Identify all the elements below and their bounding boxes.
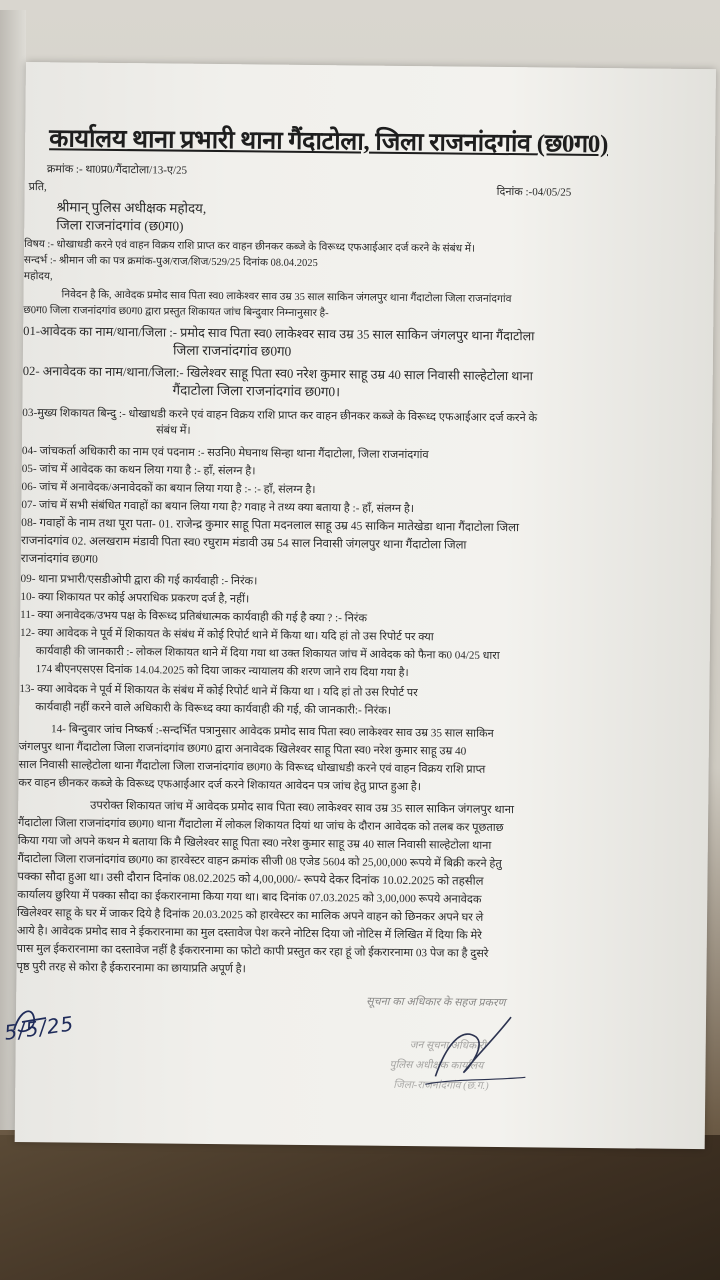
point-12-cont-1: कार्यवाही की जानकारी :- लोकल शिकायत थाने में दिया गया था उक्त शिकायत जांच में आवेदक को फैना क0 04/25 धारा: [35, 645, 500, 662]
office-title: कार्यालय थाना प्रभारी थाना गैंदाटोला, जिला राजनांदगांव (छ0ग0): [49, 125, 609, 159]
intro-line-2: छ0ग0 जिला राजनांदगांव छ0ग0 द्वारा प्रस्तुत शिकायत जांच बिन्दुवार निम्नानुसार है-: [23, 304, 329, 320]
conclusion-line-10: पृष्ठ पुरी तरह से कोरा है ईकरारनामा का छायाप्रति अपूर्ण है।: [16, 960, 246, 976]
point-14: 14- बिन्दुवार जांच निष्कर्ष :-सन्दर्भित पत्रानुसार आवेदक प्रमोद साव पिता स्व0 लाकेश्वर साव उम्र 35 साल साकिन: [50, 723, 494, 740]
seal-line-3: जिला-राजनांदगांव (छ.ग.): [393, 1079, 489, 1092]
reference-line: सन्दर्भ :- श्रीमान जी का पत्र क्रमांक-पुअ/राज/शिज/529/25 दिनांक 08.04.2025: [23, 254, 318, 270]
handwritten-date: 5/5/25: [2, 1011, 76, 1045]
conclusion-line-3: किया गया जो अपने कथन मे बताया कि मै खिलेश्वर साहू पिता स्व0 नरेश कुमार साहू उम्र 40 साल निवासी साल्हेटोला थाना: [17, 834, 492, 852]
point-09: 09- थाना प्रभारी/एसडीओपी द्वारा की गई कार्यवाही :- निरंक।: [20, 572, 258, 588]
reference-number: क्रमांक :- था0प्र0/गैंदाटोला/13-ए/25: [46, 163, 188, 177]
desk-surface: [0, 1135, 720, 1280]
point-08-cont-2: राजनांदगांव छ0ग0: [20, 551, 98, 566]
point-14-cont-2: साल निवासी साल्हेटोला थाना गैंदाटोला जिला राजनांदगांव छ0ग0 के विरूध्द धोखाधडी करने एवं वाहन विक्रय राशि प्राप्त: [18, 758, 486, 776]
seal-line-1: जन सूचना अधिकारी: [409, 1040, 486, 1052]
conclusion-line-5: पक्का सौदा हुआ था। उसी दौरान दिनांक 08.02.2025 को 4,00,000/- रूपये देकर दिनांक 10.02.2025 को तहसील: [17, 869, 484, 888]
conclusion-line-7: खिलेश्वर साहू के घर में जाकर दिये है दिनांक 20.03.2025 को हारवेस्टर का मालिक अपने वाहन को छिनकर अपने घर ले: [17, 906, 484, 924]
rti-stamp-note: सूचना का अधिकार के सहज प्रकरण: [366, 995, 506, 1010]
point-14-cont-3: कर वाहन छीनकर कब्जे के विरूध्द एफआईआर दर्ज करने शिकायत आवेदन पत्र जांच हेतु प्राप्त हुआ है।: [18, 776, 422, 794]
conclusion-line-1: उपरोक्त शिकायत जांच में आवेदक प्रमोद साव पिता स्व0 लाकेश्वर साव उम्र 35 साल साकिन जंगलपुर थाना: [90, 799, 514, 817]
point-10: 10- क्या शिकायत पर कोई अपराधिक प्रकरण दर्ज है, नहीं।: [20, 590, 250, 606]
officer-signature: [415, 1006, 536, 1097]
point-08: 08- गवाहों के नाम तथा पूरा पता- 01. राजेन्द्र कुमार साहू पिता मदनलाल साहू उम्र 45 साकिन मातेखेडा थाना गैंदाटोला जिला: [21, 515, 520, 535]
salutation: महोदय,: [23, 270, 53, 283]
intro-line-1: निवेदन है कि, आवेदक प्रमोद साव पिता स्व0 लाकेश्वर साव उम्र 35 साल साकिन जंगलपुर थाना गैंदाटोला जिला राजनांदगांव: [61, 289, 512, 306]
conclusion-line-9: पास मुल ईकरारनामा का दस्तावेज नहीं है ईकरारनामा का फोटो कापी प्रस्तुत कर रहा हूं जो ईकरारनामा 03 पेज का है दुसरे: [16, 942, 489, 960]
point-13: 13- क्या आवेदक ने पूर्व में शिकायत के संबंध में कोई रिपोर्ट थाने में किया था । यदि हां तो उस रिपोर्ट पर: [19, 682, 418, 700]
point-01-cont: जिला राजनांदगांव छ0ग0: [172, 342, 292, 359]
point-02: 02- अनावेदक का नाम/थाना/जिला:- खिलेश्वर साहू पिता स्व0 नरेश कुमार साहू उम्र 40 साल निवासी साल्हेटोला थाना: [22, 363, 533, 384]
conclusion-line-8: आये है। आवेदक प्रमोद साव ने ईकरारनामा का मुल दस्तावेज पेश करने नोटिस दिया जो नोटिस में लिखित में दिया कि मेरे: [16, 924, 482, 942]
point-13-cont: कार्यवाही नहीं करने वाले अधिकारी के विरूध्द क्या कार्यवाही की गई, की जानकारी:- निरंक।: [35, 701, 392, 717]
point-01: 01-आवेदक का नाम/थाना/जिला :- प्रमोद साव पिता स्व0 लाकेश्वर साव उम्र 35 साल साकिन जंगलपुर थाना गैंदाटोला: [23, 323, 535, 344]
point-03: 03-मुख्य शिकायत बिन्दु :- धोखाधडी करने एवं वाहन विक्रय राशि प्राप्त कर वाहन छीनकर कब्जे के विरूध्द एफआईआर दर्ज करने के: [22, 406, 538, 425]
point-12: 12- क्या आवेदक ने पूर्व में शिकायत के संबंध में कोई रिपोर्ट थाने में किया था। यदि हां तो उस रिपोर्ट पर क्या: [19, 626, 434, 644]
point-06: 06- जांच में अनावेदक/अनावेदकों का बयान लिया गया है :- :- हाँ, संलग्न है।: [21, 480, 316, 497]
conclusion-line-2: गैंदाटोला जिला राजनांदगांव छ0ग0 थाना गैंदाटोला में लोकल शिकायत दियां था जांच के दौरान आवेदक को तलब कर पूछताछ: [17, 816, 504, 835]
point-11: 11- क्या अनावेदक/उभय पक्ष के विरूध्द प्रतिबंधात्मक कार्यवाही की गई है क्या ? :- निरंक: [20, 608, 368, 625]
prati-label: प्रति,: [28, 181, 47, 194]
point-12-cont-2: 174 बीएनएसएस दिनांक 14.04.2025 को दिया जाकर न्यायालय की शरण जाने राय दिया गया है।: [35, 663, 409, 680]
addressee-line-2: जिला राजनांदगांव (छ0ग0): [56, 217, 184, 234]
addressee-line-1: श्रीमान् पुलिस अधीक्षक महोदय,: [56, 199, 207, 216]
point-08-cont-1: राजनांदगांव 02. अलखराम मंडावी पिता स्व0 रघुराम मंडावी उम्र 54 साल निवासी जंगलपुर थाना गैंदाटोला जिला: [20, 533, 467, 552]
seal-line-2: पुलिस अधीक्षक कार्यालय: [389, 1059, 484, 1072]
conclusion-line-6: कार्यालय छुरिया में पक्का सौदा का ईकरारनामा किया गया था। बाद दिनांक 07.03.2025 को 3,00,000 रूपये अनावेदक: [17, 888, 482, 906]
point-04: 04- जांचकर्ता अधिकारी का नाम एवं पदनाम :- सउनि0 मेघनाथ सिन्हा थाना गैंदाटोला, जिला राजनांदगांव: [21, 444, 429, 462]
point-05: 05- जांच में आवेदक का कथन लिया गया है :- हाँ, संलग्न है।: [21, 462, 256, 478]
point-14-cont-1: जंगलपुर थाना गैंदाटोला जिला राजनांदगांव छ0ग0 द्वारा अनावेदक खिलेश्वर साहू पिता स्व0 नरेश कुमार साहू उम्र 40: [18, 740, 467, 758]
point-03-cont: संबंध में।: [156, 424, 191, 437]
point-07: 07- जांच में सभी संबंधित गवाहों का बयान लिया गया है? गवाह ने तथ्य क्या बताया है :- हाँ, संलग्न है।: [21, 498, 415, 516]
conclusion-line-4: गैंदाटोला जिला राजनांदगांव छ0ग0 का हारवेस्टर वाहन क्रमांक सीजी 08 एजेड 5604 को 25,00,000 रूपये में बिक्री करने हेतु: [17, 852, 502, 871]
subject-line: विषय :- धोखाधडी करने एवं वाहन विक्रय राशि प्राप्त कर वाहन छीनकर कब्जे के विरूध्द एफआईआर दर्ज करने के संबंध में।: [24, 238, 476, 255]
letter-date: दिनांक :-04/05/25: [496, 185, 572, 199]
document-page: [15, 62, 716, 1149]
point-02-cont: गैंदाटोला जिला राजनांदगांव छ0ग0।: [172, 382, 341, 400]
